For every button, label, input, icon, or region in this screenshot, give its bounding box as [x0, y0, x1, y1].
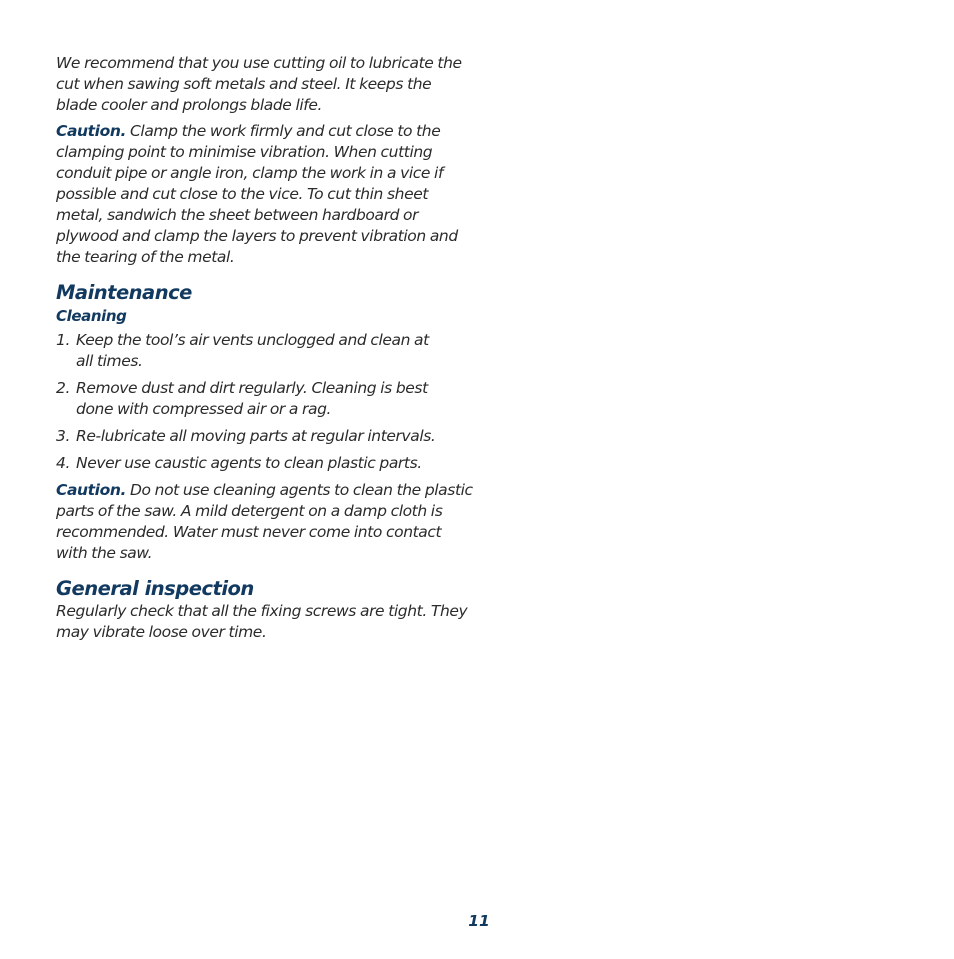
caution-text: Do not use cleaning agents to clean the plastic parts of the saw. A mild detergent on a damp cloth is recommended. Water must never come into contact with the saw. [56, 481, 473, 562]
list-item [56, 378, 476, 420]
step-number: 4. [56, 454, 70, 472]
cleaning-steps-list [56, 330, 476, 474]
list-item [56, 453, 476, 474]
maintenance-heading: Maintenance [56, 281, 192, 304]
cleaning-caution-paragraph [56, 480, 476, 564]
general-inspection-heading: General inspection [56, 577, 254, 600]
cutting-oil-paragraph: We recommend that you use cutting oil to lubricate the cut when sawing soft metals and steel. It keeps the blade cooler and prolongs blade life. [56, 54, 462, 114]
step-text: Remove dust and dirt regularly. Cleaning is best done with compressed air or a rag. [76, 379, 428, 418]
step-text: Keep the tool’s air vents unclogged and clean at all times. [76, 331, 429, 370]
caution-text: Clamp the work firmly and cut close to the clamping point to minimise vibration. When cutting conduit pipe or angle iron, clamp the work in a vice if possible and cut close to the vice. To cut thin sheet metal, sandwich the sheet between hardboard or plywood and clamp the layers to prevent vibration and the tearing of the metal. [56, 122, 458, 266]
general-inspection-paragraph: Regularly check that all the fixing screws are tight. They may vibrate loose over time. [56, 602, 468, 641]
caution-label: Caution. [56, 481, 126, 499]
list-item [56, 330, 476, 372]
page-number: 11 [468, 912, 490, 930]
page-content [56, 53, 476, 643]
list-item [56, 426, 476, 447]
step-number: 2. [56, 379, 70, 397]
step-text: Re-lubricate all moving parts at regular intervals. [76, 427, 436, 445]
step-number: 1. [56, 331, 70, 349]
step-text: Never use caustic agents to clean plastic parts. [76, 454, 422, 472]
caution-label: Caution. [56, 122, 126, 140]
cleaning-subheading: Cleaning [56, 307, 127, 325]
step-number: 3. [56, 427, 70, 445]
clamping-caution-paragraph [56, 121, 476, 268]
